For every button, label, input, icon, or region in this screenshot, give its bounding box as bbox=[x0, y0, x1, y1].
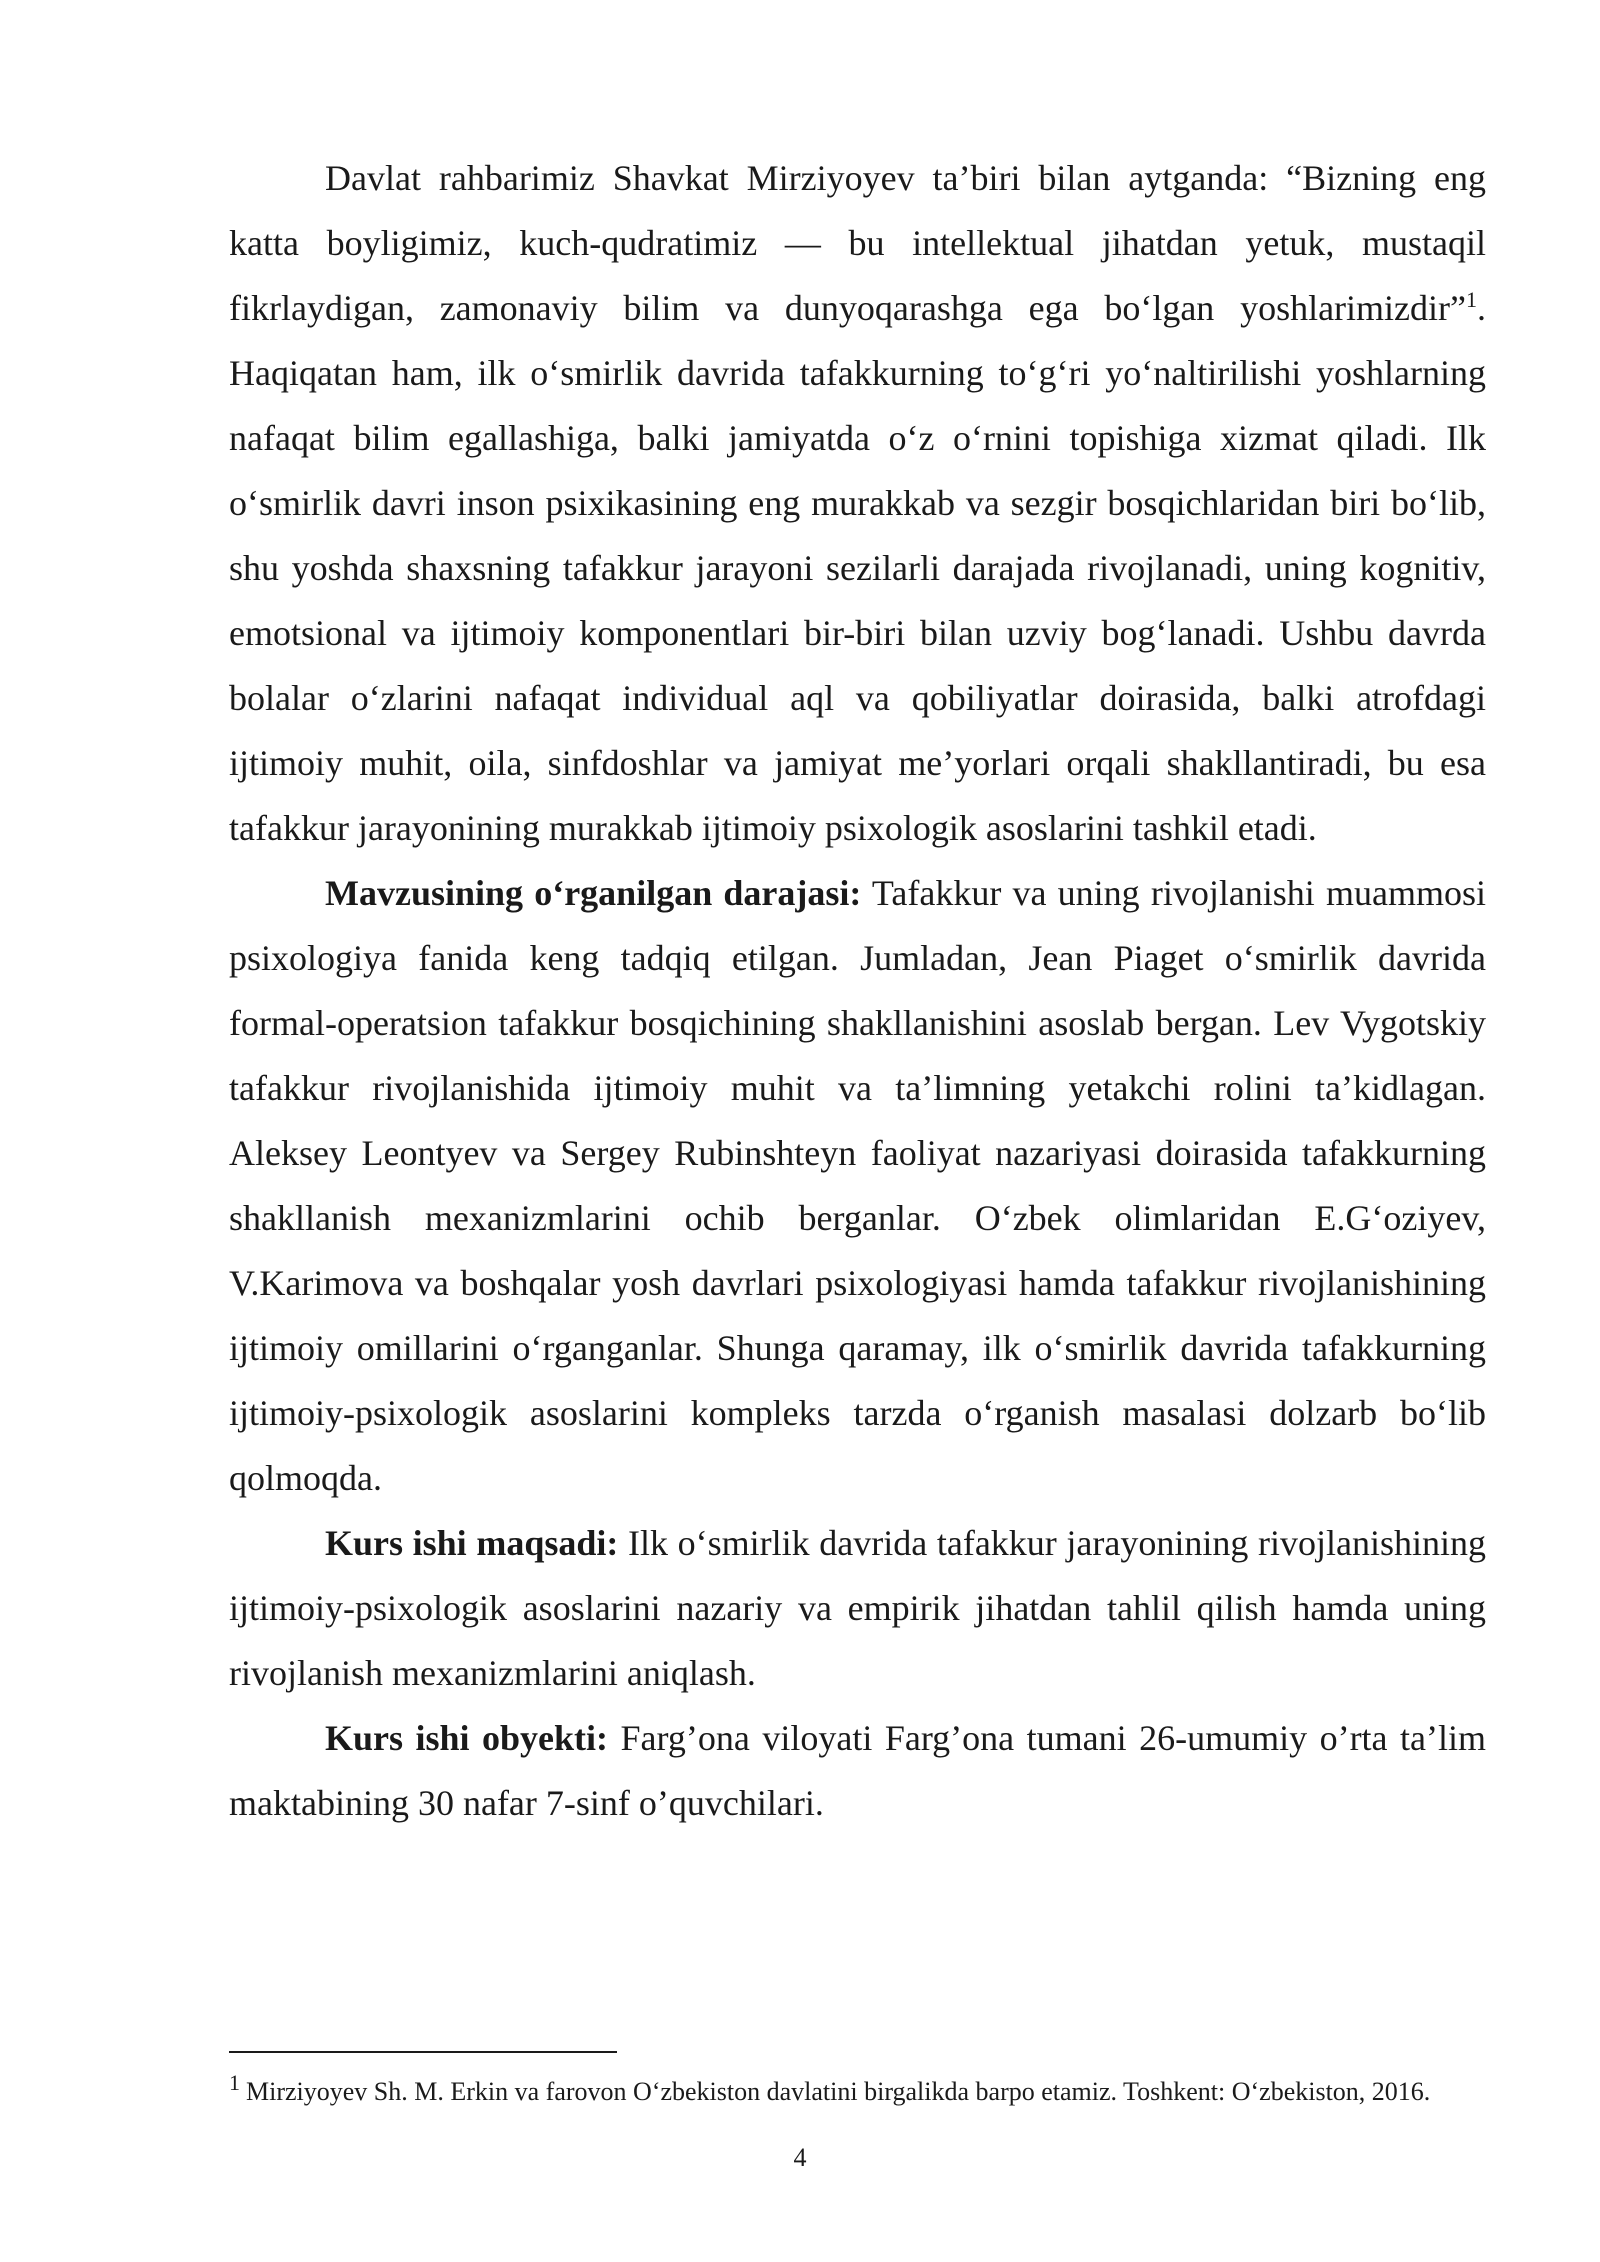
paragraph-object bbox=[229, 1706, 1486, 1836]
paragraph-intro-text: Davlat rahbarimiz Shavkat Mirziyoyev ta’biri bilan aytganda: “Bizning eng katta boyligimiz, kuch-qudratimiz — bu intellektual jihatdan yetuk, mustaqil fikrlaydigan, zamonaviy bilim va dunyoqarashga ega bo‘lgan yoshlarimizdir” bbox=[229, 158, 1486, 328]
footnote-reference: 1 bbox=[1466, 287, 1477, 312]
footnote-text: Mirziyoyev Sh. M. Erkin va farovon O‘zbekiston davlatini birgalikda barpo etamiz. Toshkent: O‘zbekiston, 2016. bbox=[246, 2077, 1431, 2106]
section-heading-research-level: Mavzusining o‘rganilgan darajasi: bbox=[325, 873, 862, 913]
footnote-marker: 1 bbox=[229, 2070, 240, 2096]
body-text bbox=[229, 146, 1486, 1836]
footnote-separator bbox=[229, 2051, 617, 2053]
paragraph-intro bbox=[229, 146, 1486, 861]
paragraph-goal bbox=[229, 1511, 1486, 1706]
page-number: 4 bbox=[793, 2143, 807, 2172]
paragraph-object-text: Farg’ona viloyati Farg’ona tumani 26-umumiy o’rta ta’lim maktabining 30 nafar 7-sinf o’quvchilari. bbox=[229, 1718, 1487, 1823]
footnote bbox=[229, 2070, 1529, 2110]
section-heading-object: Kurs ishi obyekti: bbox=[325, 1718, 609, 1758]
section-heading-goal: Kurs ishi maqsadi: bbox=[325, 1523, 619, 1563]
paragraph-goal-text: Ilk o‘smirlik davrida tafakkur jarayonining rivojlanishining ijtimoiy-psixologik asoslarini nazariy va empirik jihatdan tahlil qilish hamda uning rivojlanish mexanizmlarini aniqlash. bbox=[229, 1523, 1486, 1693]
paragraph-research-level-text: Tafakkur va uning rivojlanishi muammosi psixologiya fanida keng tadqiq etilgan. Jumladan, Jean Piaget o‘smirlik davrida formal-operatsion tafakkur bosqichining shakllanishini asoslab bergan. Lev Vygotskiy tafakkur rivojlanishida ijtimoiy muhit va ta’limning yetakchi rolini ta’kidlagan. Aleksey Leontyev va Sergey Rubinshteyn faoliyat nazariyasi doirasida tafakkurning shakllanish mexanizmlarini ochib berganlar. O‘zbek olimlaridan E.G‘oziyev, V.Karimova va boshqalar yosh davrlari psixologiyasi hamda tafakkur rivojlanishining ijtimoiy omillarini o‘rganganlar. Shunga qaramay, ilk o‘smirlik davrida tafakkurning ijtimoiy-psixologik asoslarini kompleks tarzda o‘rganish masalasi dolzarb bo‘lib qolmoqda. bbox=[229, 873, 1486, 1498]
paragraph-intro-text-continued: . Haqiqatan ham, ilk o‘smirlik davrida tafakkurning to‘g‘ri yo‘naltirilishi yoshlarning nafaqat bilim egallashiga, balki jamiyatda o‘z o‘rnini topishiga xizmat qiladi. Ilk o‘smirlik davri inson psixikasining eng murakkab va sezgir bosqichlaridan biri bo‘lib, shu yoshda shaxsning tafakkur jarayoni sezilarli darajada rivojlanadi, uning kognitiv, emotsional va ijtimoiy komponentlari bir-biri bilan uzviy bog‘lanadi. Ushbu davrda bolalar o‘zlarini nafaqat individual aql va qobiliyatlar doirasida, balki atrofdagi ijtimoiy muhit, oila, sinfdoshlar va jamiyat me’yorlari orqali shakllantiradi, bu esa tafakkur jarayonining murakkab ijtimoiy psixologik asoslarini tashkil etadi. bbox=[229, 288, 1486, 848]
paragraph-research-level bbox=[229, 861, 1486, 1511]
